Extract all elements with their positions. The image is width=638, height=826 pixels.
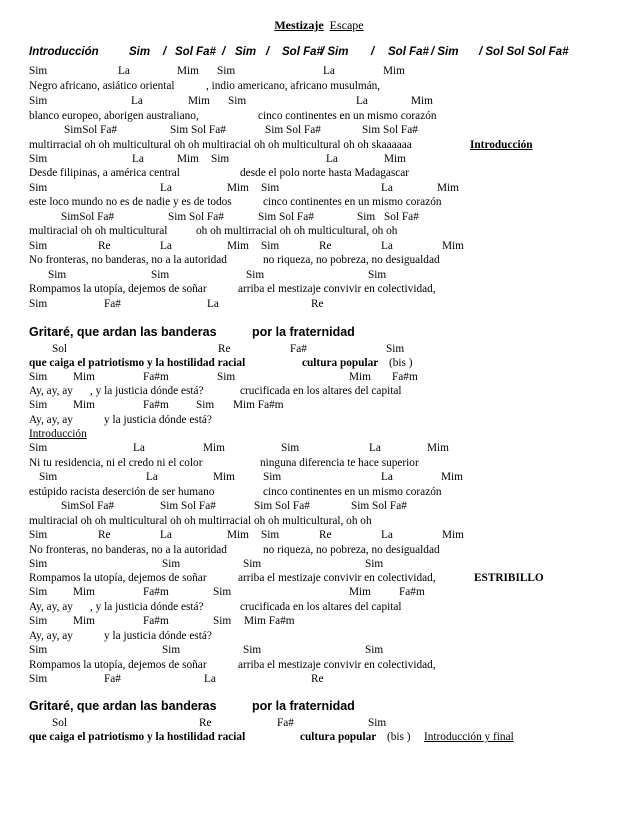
chord: Mim Fa#m — [233, 399, 284, 411]
chord: La — [160, 240, 172, 252]
chord: Sim — [29, 240, 48, 252]
lyric: crucificada en los altares del capital — [240, 601, 402, 613]
lyric: cultura popular — [302, 357, 379, 369]
chord-line — [0, 123, 638, 138]
chord-line — [0, 528, 638, 543]
chord: Mim — [227, 529, 249, 541]
chord: Sim — [281, 442, 300, 454]
chorus-heading-text: por la fraternidad — [252, 699, 355, 713]
lyric-line — [0, 413, 638, 428]
chord: Sim — [365, 558, 384, 570]
chord-line — [0, 239, 638, 254]
chord-line — [0, 268, 638, 283]
chord: Sim Sol Fa# — [258, 211, 314, 223]
chord: / Sim — [321, 46, 349, 58]
chord: Mim — [177, 153, 199, 165]
chord: Re — [98, 529, 111, 541]
chord: Mim — [349, 371, 371, 383]
chord: Fa# — [104, 673, 121, 685]
chord-line — [0, 370, 638, 385]
lyric-line — [0, 658, 638, 673]
lyric-line — [0, 138, 638, 153]
chord-line — [0, 585, 638, 600]
chorus-heading — [29, 697, 629, 715]
lyric: cultura popular — [300, 731, 377, 743]
chorus-heading-text: por la fraternidad — [252, 325, 355, 339]
chord: Re — [98, 240, 111, 252]
chord: Sim — [246, 269, 265, 281]
lyric: Ay, ay, ay — [29, 630, 73, 642]
lyric: y la justicia dónde está? — [104, 414, 212, 426]
chord-line — [0, 614, 638, 629]
chord: Sim — [29, 298, 48, 310]
intro-chord-line — [29, 44, 629, 60]
chord: La — [381, 471, 393, 483]
lyric-line — [0, 456, 638, 471]
chord: SimSol Fa# — [61, 211, 115, 223]
lyric: cinco continentes en un mismo corazón — [263, 486, 442, 498]
chord-line — [0, 441, 638, 456]
lyric-line — [0, 282, 638, 297]
chord: Sim — [29, 371, 48, 383]
chord: Mim — [73, 586, 95, 598]
lyric: Desde filipinas, a américa central — [29, 167, 180, 179]
lyric-line — [0, 730, 638, 745]
chord: Sim — [29, 153, 48, 165]
chord: Mim — [188, 95, 210, 107]
chord: Sim Sol Fa# — [362, 124, 418, 136]
chord: La — [381, 529, 393, 541]
lyric: Rompamos la utopía, dejemos de soñar — [29, 572, 207, 584]
chord: Re — [319, 529, 332, 541]
chord-line — [0, 64, 638, 79]
chord: Fa# — [277, 717, 294, 729]
lyric-line — [0, 253, 638, 268]
chord: Sol Fa# — [388, 46, 429, 58]
lyric: cinco continentes en un mismo corazón — [263, 196, 442, 208]
chord: Sim — [263, 471, 282, 483]
chord: Sol Fa# — [282, 46, 323, 58]
chord: Mim — [441, 471, 463, 483]
chord: Sim — [261, 182, 280, 194]
chord: La — [207, 298, 219, 310]
chord-separator: / — [163, 46, 167, 58]
chord: Re — [218, 343, 231, 355]
chord-line — [0, 470, 638, 485]
chorus-heading-text: Gritaré, que ardan las banderas — [29, 325, 217, 339]
lyric: oh oh multirracial oh oh multicultural, oh oh — [196, 225, 398, 237]
chord-line — [0, 643, 638, 658]
chord: Re — [319, 240, 332, 252]
chord-line — [0, 342, 638, 357]
lyric: estúpido racista deserción de ser humano — [29, 486, 215, 498]
chord: Mim — [203, 442, 225, 454]
chord: Sim — [29, 95, 48, 107]
section-marker: Introducción — [29, 428, 87, 440]
chord: Sim — [162, 558, 181, 570]
chord: Sim — [29, 529, 48, 541]
chord-line — [0, 716, 638, 731]
lyric: multiracial oh oh multicultural oh oh multirracial oh oh multicultural, oh oh — [29, 515, 372, 527]
chord: Sim — [211, 153, 230, 165]
chord: Mim — [73, 371, 95, 383]
chord: Sim — [151, 269, 170, 281]
lyric: Ni tu residencia, ni el credo ni el color — [29, 457, 203, 469]
chord: Sim — [368, 717, 387, 729]
lyric: crucificada en los altares del capital — [240, 385, 402, 397]
lyric: que caiga el patriotismo y la hostilidad racial — [29, 731, 246, 743]
lyric: este loco mundo no es de nadie y es de todos — [29, 196, 232, 208]
chord: Fa#m — [399, 586, 425, 598]
chord: Sim Sol Fa# — [254, 500, 310, 512]
chord: Sol — [52, 717, 68, 729]
lyric: que caiga el patriotismo y la hostilidad racial — [29, 357, 246, 369]
chord-line — [0, 499, 638, 514]
chord: La — [381, 182, 393, 194]
chord-line — [0, 210, 638, 225]
song-title — [0, 18, 638, 32]
chord: Sim — [217, 371, 236, 383]
chord: Sol — [52, 343, 68, 355]
lyric: , y la justicia dónde está? — [90, 601, 204, 613]
chord: Mim — [442, 240, 464, 252]
chord: Sim — [29, 558, 48, 570]
chord: Mim Fa#m — [244, 615, 295, 627]
chord: Mim — [73, 615, 95, 627]
chord: Sim — [261, 529, 280, 541]
chord: Sim Sol Fa# — [168, 211, 224, 223]
chord: Sol Fa# — [384, 211, 419, 223]
lyric: No fronteras, no banderas, no a la autoridad — [29, 254, 227, 266]
chord: La — [381, 240, 393, 252]
chord: La — [160, 529, 172, 541]
chord: Sim — [243, 644, 262, 656]
chord-separator: / — [266, 46, 270, 58]
lyric-line — [0, 543, 638, 558]
chord: Sim — [368, 269, 387, 281]
chord: Sim — [357, 211, 376, 223]
lyric: arriba el mestizaje convivir en colectividad, — [238, 283, 436, 295]
intro-label: Introducción — [29, 46, 99, 58]
lyric: Rompamos la utopía, dejemos de soñar — [29, 283, 207, 295]
chord: Sim — [39, 471, 58, 483]
lyric: multiracial oh oh multicultural — [29, 225, 168, 237]
chord: Mim — [227, 240, 249, 252]
chord: Sim — [29, 65, 48, 77]
chord-separator: / — [222, 46, 226, 58]
lyric-line — [0, 195, 638, 210]
chord: Sim — [213, 586, 232, 598]
chord-separator: / — [371, 46, 375, 58]
lyric: , indio americano, africano musulmán, — [206, 80, 381, 92]
chord: Sim Sol Fa# — [170, 124, 226, 136]
chord: Sim Sol Fa# — [160, 500, 216, 512]
chord: Sim — [129, 46, 151, 58]
lyric: desde el polo norte hasta Madagascar — [240, 167, 410, 179]
lyric-line — [0, 629, 638, 644]
chord: La — [146, 471, 158, 483]
chord: Sim — [196, 399, 215, 411]
title-main: Mestizaje — [274, 18, 324, 32]
chord: Sim — [243, 558, 262, 570]
chord: Re — [311, 298, 324, 310]
lyric: multirracial oh oh multicultural oh oh multiracial oh oh multicultural oh oh skaaaaaa — [29, 139, 412, 151]
lyric-line — [0, 109, 638, 124]
lyric: arriba el mestizaje convivir en colectividad, — [238, 659, 436, 671]
chord: Re — [311, 673, 324, 685]
chorus-heading-text: Gritaré, que ardan las banderas — [29, 699, 217, 713]
chord: Mim — [442, 529, 464, 541]
lyric-line — [0, 600, 638, 615]
chord: Sim — [29, 673, 48, 685]
lyric-line — [0, 79, 638, 94]
chord: Mim — [384, 153, 406, 165]
chord: SimSol Fa# — [64, 124, 118, 136]
chord: Fa#m — [143, 371, 169, 383]
lyric-line — [0, 514, 638, 529]
chord: La — [133, 442, 145, 454]
chord: Sim — [48, 269, 67, 281]
chord: Sim — [29, 615, 48, 627]
chord: Sim — [213, 615, 232, 627]
chord: Sim — [29, 399, 48, 411]
chord: Mim — [427, 442, 449, 454]
chord-line — [0, 181, 638, 196]
lyric: no riqueza, no pobreza, no desigualdad — [263, 544, 440, 556]
chord-line — [0, 672, 638, 687]
chord-line — [0, 297, 638, 312]
chord: Re — [199, 717, 212, 729]
chord: Mim — [177, 65, 199, 77]
lyric: Ay, ay, ay — [29, 601, 73, 613]
section-marker: Introducción — [470, 139, 533, 151]
chord: La — [369, 442, 381, 454]
lyric: Ay, ay, ay — [29, 385, 73, 397]
section-marker: Introducción y final — [424, 731, 514, 743]
lyric: No fronteras, no banderas, no a la autoridad — [29, 544, 227, 556]
lyric: cinco continentes en un mismo corazón — [258, 110, 437, 122]
chord: Sim — [365, 644, 384, 656]
lyric-line — [0, 571, 638, 586]
repeat-marker: (bis ) — [387, 731, 411, 743]
chorus-heading — [29, 323, 629, 341]
repeat-marker: (bis ) — [389, 357, 413, 369]
chord: La — [326, 153, 338, 165]
chord: / Sol Sol Sol Fa# — [479, 46, 569, 58]
chord: Mim — [73, 399, 95, 411]
lyric: y la justicia dónde está? — [104, 630, 212, 642]
chord-line — [0, 94, 638, 109]
chord: Sim — [261, 240, 280, 252]
chord: Sim Sol Fa# — [351, 500, 407, 512]
chord: Fa#m — [143, 586, 169, 598]
lyric: Negro africano, asiático oriental — [29, 80, 175, 92]
chord: / Sim — [431, 46, 459, 58]
chord: Sim — [162, 644, 181, 656]
chord: Mim — [227, 182, 249, 194]
chord: La — [323, 65, 335, 77]
title-artist: Escape — [329, 18, 364, 32]
chord: Mim — [437, 182, 459, 194]
lyric-line — [0, 356, 638, 371]
chord: Fa#m — [392, 371, 418, 383]
chord: Fa# — [104, 298, 121, 310]
chord: La — [132, 153, 144, 165]
section-line — [0, 427, 638, 442]
chord: Mim — [383, 65, 405, 77]
lyric-line — [0, 485, 638, 500]
chord: SimSol Fa# — [61, 500, 115, 512]
chord: Sim Sol Fa# — [265, 124, 321, 136]
chord: Sim — [29, 182, 48, 194]
lyric-line — [0, 166, 638, 181]
chord: La — [118, 65, 130, 77]
chord: La — [160, 182, 172, 194]
chord-line — [0, 557, 638, 572]
lyric: arriba el mestizaje convivir en colectividad, — [238, 572, 436, 584]
chord: Sol Fa# — [175, 46, 216, 58]
section-marker: ESTRIBILLO — [474, 572, 544, 584]
chord: Sim — [386, 343, 405, 355]
chord: La — [204, 673, 216, 685]
chord: Mim — [349, 586, 371, 598]
lyric: Ay, ay, ay — [29, 414, 73, 426]
lyric-line — [0, 224, 638, 239]
chord: Sim — [235, 46, 257, 58]
chord: Sim — [228, 95, 247, 107]
chord-line — [0, 398, 638, 413]
chord: La — [356, 95, 368, 107]
lyric-line — [0, 384, 638, 399]
lyric: no riqueza, no pobreza, no desigualdad — [263, 254, 440, 266]
chord: Fa#m — [143, 615, 169, 627]
chord: Fa# — [290, 343, 307, 355]
lyric: ninguna diferencia te hace superior — [260, 457, 419, 469]
chord: Mim — [213, 471, 235, 483]
chord: La — [131, 95, 143, 107]
chord-line — [0, 152, 638, 167]
chord: Mim — [411, 95, 433, 107]
lyric: blanco europeo, aborigen australiano, — [29, 110, 199, 122]
lyric: Rompamos la utopía, dejemos de soñar — [29, 659, 207, 671]
chord: Fa#m — [143, 399, 169, 411]
chord: Sim — [29, 644, 48, 656]
chord: Sim — [217, 65, 236, 77]
lyric: , y la justicia dónde está? — [90, 385, 204, 397]
chord: Sim — [29, 586, 48, 598]
chord: Sim — [29, 442, 48, 454]
